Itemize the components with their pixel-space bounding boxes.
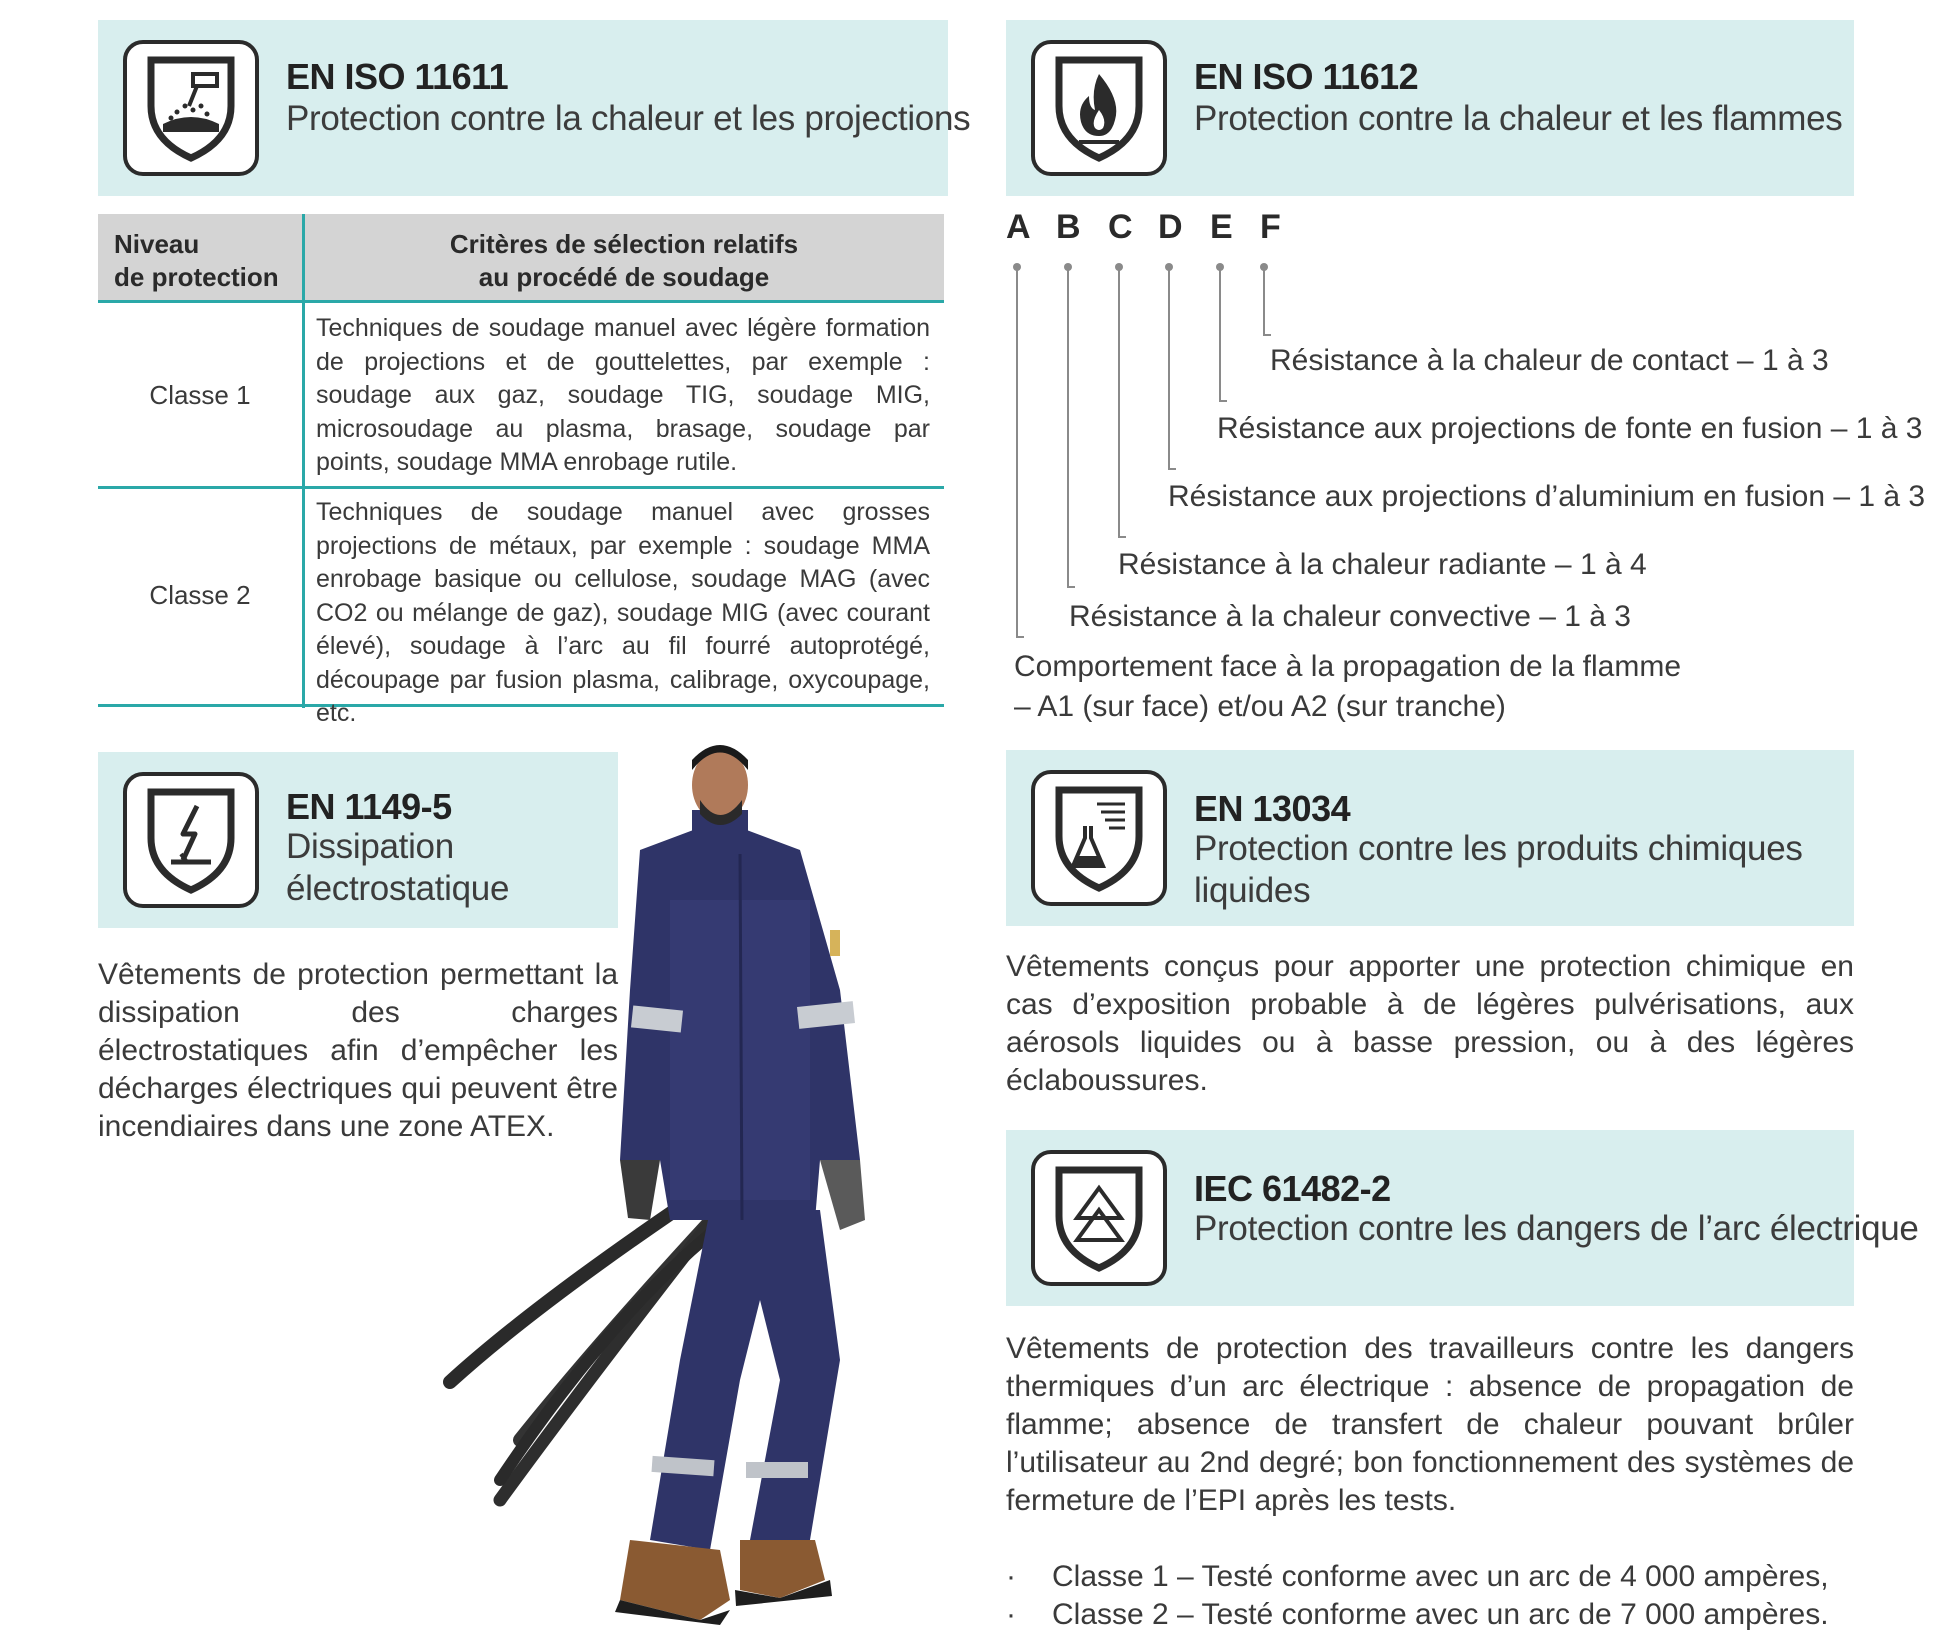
- bullet-dot: ·: [1006, 1598, 1016, 1631]
- table-line: [98, 486, 944, 489]
- en1149-title-line2: électrostatique: [286, 869, 510, 908]
- connector-d: [1168, 268, 1170, 470]
- table-row-2-criteria: Techniques de soudage manuel avec grosses projections de métaux, par exemple : soudage MMA enrobage basique ou cellulose, soudage MAG (avec CO2 ou mélange de gaz), soudage MIG (avec courant élevé), soudage à l’arc au fil fourré autoprotégé, découpage par fusion plasma, calibrage, oxycoupage, etc.: [316, 498, 930, 727]
- resistance-a-line1: Comportement face à la propagation de la flamme: [1014, 650, 1682, 683]
- resistance-c: Résistance à la chaleur radiante – 1 à 4: [1118, 548, 1647, 581]
- connector-f-tick: [1263, 334, 1271, 336]
- iec61482-description: Vêtements de protection des travailleurs contre les dangers thermiques d’un arc électrique : absence de propagation de flamme; absence de transfert de chaleur pouvant brûler l’utilisateur au 2nd degré; bon fonctionnement des systèmes de fermeture de l’EPI après les tests.: [1006, 1332, 1854, 1517]
- iso11611-title: Protection contre la chaleur et les projections: [286, 99, 971, 138]
- bullet-text: Classe 1 – Testé conforme avec un arc de 4 000 ampères,: [1052, 1560, 1829, 1593]
- welding-shield-icon: [123, 40, 259, 176]
- connector-c: [1118, 268, 1120, 538]
- table-row-1-level: Classe 1: [149, 380, 251, 410]
- resistance-a-line2: – A1 (sur face) et/ou A2 (sur tranche): [1014, 690, 1506, 723]
- resistance-d: Résistance aux projections d’aluminium en fusion – 1 à 3: [1168, 480, 1926, 513]
- connector-e-tick: [1219, 400, 1227, 402]
- flame-shield-icon: [1031, 40, 1167, 176]
- iec61482-bullet-1: [1006, 1560, 1829, 1594]
- chemical-shield-icon: [1031, 770, 1167, 906]
- en13034-title-line2: liquides: [1194, 871, 1311, 910]
- electrostatic-shield-icon: [123, 772, 259, 908]
- letter-b: B: [1056, 208, 1081, 246]
- worker-photo: [420, 740, 980, 1630]
- en13034-title-line1: Protection contre les produits chimiques: [1194, 829, 1803, 868]
- iec61482-bullet-2: [1006, 1598, 1829, 1632]
- connector-e: [1219, 268, 1221, 402]
- resistance-b: Résistance à la chaleur convective – 1 à 3: [1069, 600, 1631, 633]
- resistance-f: Résistance à la chaleur de contact – 1 à 3: [1270, 344, 1829, 377]
- table-header-level: Niveau de protection: [114, 229, 279, 292]
- iec61482-title: Protection contre les dangers de l’arc électrique: [1194, 1209, 1919, 1248]
- letter-f: F: [1260, 208, 1281, 246]
- connector-a-tick: [1016, 636, 1024, 638]
- en1149-description: Vêtements de protection permettant la dissipation des charges électrostatiques afin d’empêcher les décharges électriques qui peuvent être incendiaires dans une zone ATEX.: [98, 958, 618, 1143]
- connector-d-tick: [1168, 468, 1176, 470]
- letter-d: D: [1158, 208, 1183, 246]
- bullet-text: Classe 2 – Testé conforme avec un arc de 7 000 ampères.: [1052, 1598, 1829, 1631]
- iec61482-code: IEC 61482-2: [1194, 1168, 1391, 1209]
- iso11611-code: EN ISO 11611: [286, 56, 509, 97]
- table-header-criteria: Critères de sélection relatifs au procédé de soudage: [449, 229, 799, 292]
- en1149-title-line1: Dissipation: [286, 827, 454, 866]
- connector-a: [1016, 268, 1018, 638]
- connector-b-tick: [1067, 586, 1075, 588]
- connector-c-tick: [1118, 536, 1126, 538]
- table-line: [98, 300, 944, 303]
- letter-a: A: [1006, 208, 1031, 246]
- iso11612-code: EN ISO 11612: [1194, 56, 1419, 97]
- connector-b: [1067, 268, 1069, 588]
- letter-c: C: [1108, 208, 1133, 246]
- connector-f: [1263, 268, 1265, 336]
- en1149-code: EN 1149-5: [286, 786, 452, 827]
- en13034-code: EN 13034: [1194, 788, 1351, 829]
- table-row-1-criteria: Techniques de soudage manuel avec légère formation de projections et de gouttelettes, par exemple : soudage aux gaz, soudage TIG, soudage MIG, microsoudage au plasma, brasage, soudage par points, soudage MMA enrobage rutile.: [316, 314, 930, 476]
- table-row-2-level: Classe 2: [149, 580, 251, 610]
- resistance-e: Résistance aux projections de fonte en fusion – 1 à 3: [1217, 412, 1923, 445]
- table-header-divider: [302, 214, 305, 708]
- en13034-description: Vêtements conçus pour apporter une protection chimique en cas d’exposition probable à de légères pulvérisations, aux aérosols liquides ou à basse pression, ou à des légères éclaboussures.: [1006, 950, 1854, 1097]
- bullet-dot: ·: [1006, 1560, 1016, 1593]
- arc-shield-icon: [1031, 1150, 1167, 1286]
- letter-e: E: [1210, 208, 1233, 246]
- iso11612-title: Protection contre la chaleur et les flammes: [1194, 99, 1843, 138]
